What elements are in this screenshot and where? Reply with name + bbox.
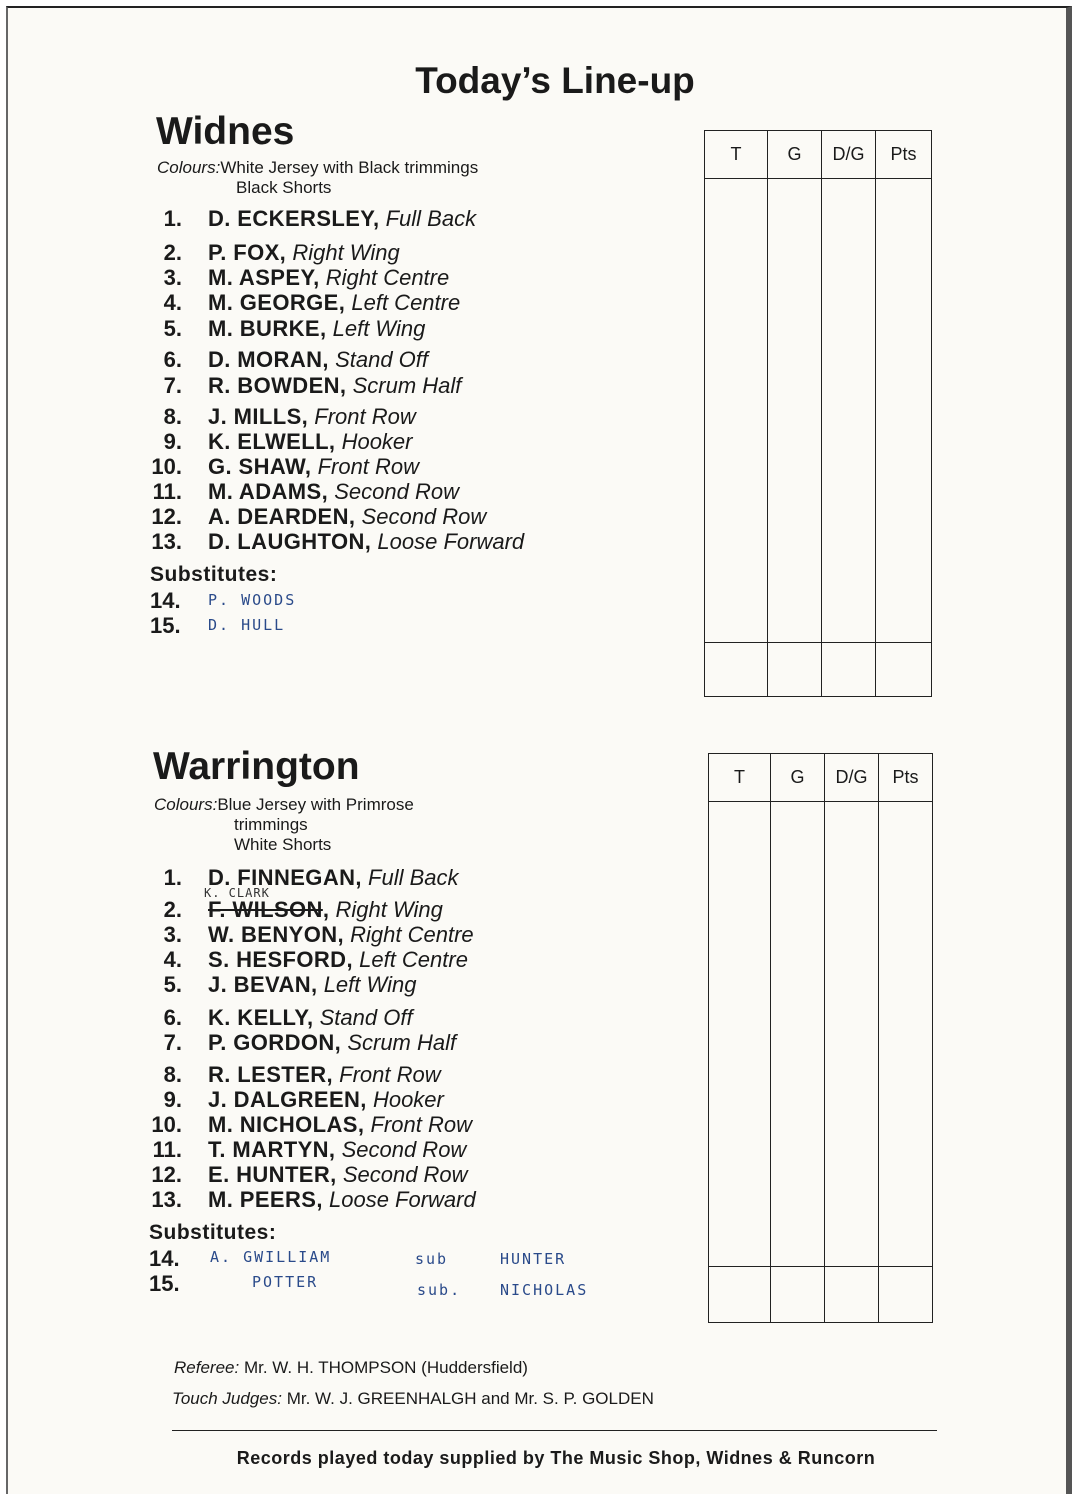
player-position: Second Row [361,504,487,529]
player-name: M. NICHOLAS, [208,1112,365,1137]
score-cell [876,179,932,643]
player-name: J. DALGREEN, [208,1087,367,1112]
score-cell [822,179,876,643]
widnes-substitutes-label: Substitutes: [150,563,278,586]
player-position: Scrum Half [347,1030,457,1055]
warrington-sub-15-handwritten: POTTER [252,1273,319,1291]
player-position: Left Centre [351,290,461,315]
score-total-cell [879,1267,933,1323]
score-header-g: G [771,754,825,802]
widnes-colours-label: Colours: [157,158,221,177]
player-number: 5. [163,972,182,997]
player-name: P. FOX, [208,240,287,265]
player-number: 6. [163,347,182,372]
sub-number: 14. [150,588,181,613]
touch-judges-value: Mr. W. J. GREENHALGH and Mr. S. P. GOLDEN [286,1389,654,1408]
warrington-sub-15 [149,1271,180,1297]
player-name: A. DEARDEN, [208,504,356,529]
player-position: Second Row [341,1137,467,1162]
warrington-sub-14-handwritten: A. GWILLIAM [210,1248,332,1266]
player-number: 8. [163,1062,182,1087]
warrington-substitutes-label: Substitutes: [149,1221,277,1244]
player-name: R. LESTER, [208,1062,334,1087]
score-header-pts: Pts [879,754,933,802]
records-credit: Records played today supplied by The Music Shop, Widnes & Runcorn [236,1448,876,1468]
warrington-score-table [708,753,933,1323]
player-name: J. MILLS, [208,404,309,429]
warrington-sub-14-note-a: sub [415,1250,449,1268]
player-name: K. KELLY, [208,1005,314,1030]
player-name: D. LAUGHTON, [208,529,372,554]
player-name: E. HUNTER, [208,1162,337,1187]
footer-divider [172,1430,937,1431]
player-number: 12. [151,504,182,529]
touch-judges-label: Touch Judges: [172,1389,282,1408]
player-position: Front Row [370,1112,472,1137]
page-title: Today’s Line-up [415,60,695,101]
warrington-correction-handwritten: K. CLARK [204,886,270,900]
score-header-t: T [709,754,771,802]
player-number: 4. [163,947,182,972]
player-name: K. ELWELL, [208,429,336,454]
player-number: 11. [152,479,182,504]
player-position: Stand Off [335,347,429,372]
player-position: Right Centre [350,922,474,947]
widnes-colours [157,158,478,198]
sub-number: 15. [150,613,181,638]
player-name: R. BOWDEN, [208,373,347,398]
player-position: Left Wing [323,972,417,997]
referee-label: Referee: [174,1358,240,1377]
player-name: T. MARTYN, [208,1137,336,1162]
score-header-g: G [768,131,822,179]
player-position: Stand Off [319,1005,413,1030]
player-number: 5. [163,316,182,341]
player-name: S. HESFORD, [208,947,353,972]
warrington-sub-14-note-b: HUNTER [500,1250,567,1268]
widnes-team-name: Widnes [156,110,295,153]
player-number: 2. [163,897,182,922]
score-total-cell [768,643,822,697]
score-cell [705,179,768,643]
player-position: Full Back [385,206,477,231]
player-position: Right Centre [325,265,450,290]
player-position: Second Row [342,1162,468,1187]
widnes-sub-14 [150,588,181,614]
score-total-cell [876,643,932,697]
player-name: M. ADAMS, [208,479,329,504]
player-name: D. ECKERSLEY, [208,206,380,231]
score-header-pts: Pts [876,131,932,179]
player-number: 10. [151,1112,182,1137]
player-name: D. FINNEGAN, [208,865,362,890]
score-total-cell [825,1267,879,1323]
warrington-team-name: Warrington [153,745,360,788]
player-position: Second Row [334,479,459,504]
player-number: 2. [163,240,182,265]
player-position: Scrum Half [352,373,462,398]
score-total-cell [822,643,876,697]
widnes-sub-15 [150,613,181,639]
sub-number: 15. [149,1271,180,1296]
player-position: Left Centre [359,947,468,972]
warrington-colours-label: Colours: [154,795,218,814]
player-number: 6. [163,1005,182,1030]
player-position: Full Back [368,865,459,890]
score-cell [825,802,879,1267]
score-header-dg: D/G [825,754,879,802]
widnes-colours-line1: White Jersey with Black trimmings [220,158,479,177]
player-position: Front Row [314,404,416,429]
referee-value: Mr. W. H. THOMPSON (Huddersfield) [243,1358,528,1377]
score-cell [879,802,933,1267]
player-name-comma: , [322,897,330,922]
player-position: Loose Forward [377,529,525,554]
warrington-colours-line3: White Shorts [234,835,332,854]
player-position: Hooker [372,1087,444,1112]
player-number: 1. [163,865,182,890]
sub-number: 14. [149,1246,180,1271]
score-header-dg: D/G [822,131,876,179]
player-number: 7. [163,1030,182,1055]
score-cell [768,179,822,643]
score-cell [709,802,771,1267]
player-number: 13. [151,529,182,554]
score-cell [771,802,825,1267]
player-name: P. GORDON, [208,1030,342,1055]
player-name: M. PEERS, [208,1187,323,1212]
widnes-sub-14-handwritten: P. WOODS [208,591,297,609]
score-total-cell [709,1267,771,1323]
player-name: D. MORAN, [208,347,329,372]
player-number: 9. [163,429,182,454]
score-header-t: T [705,131,768,179]
touch-judges-line [172,1389,654,1409]
player-position: Hooker [341,429,413,454]
player-number: 11. [152,1137,182,1162]
player-name: M. GEORGE, [208,290,346,315]
warrington-sub-15-note-a: sub. [417,1281,462,1299]
score-total-cell [771,1267,825,1323]
player-name: W. BENYON, [208,922,345,947]
player-name: F. WILSON [208,897,323,922]
player-number: 10. [151,454,182,479]
player-number: 1. [163,206,182,231]
player-name: J. BEVAN, [208,972,318,997]
player-number: 4. [163,290,182,315]
widnes-sub-15-handwritten: D. HULL [208,616,286,634]
player-position: Right Wing [292,240,400,265]
player-name: M. BURKE, [208,316,327,341]
widnes-colours-line2: Black Shorts [236,178,332,197]
referee-line [174,1358,528,1378]
player-number: 7. [163,373,182,398]
player-position: Front Row [339,1062,441,1087]
warrington-colours [154,795,414,855]
player-name: G. SHAW, [208,454,312,479]
warrington-sub-14 [149,1246,180,1272]
player-name: M. ASPEY, [208,265,320,290]
player-number: 9. [163,1087,182,1112]
player-number: 8. [163,404,182,429]
player-number: 13. [151,1187,182,1212]
player-position: Front Row [317,454,420,479]
player-position: Right Wing [335,897,443,922]
player-position: Loose Forward [328,1187,476,1212]
player-number: 12. [151,1162,182,1187]
score-total-cell [705,643,768,697]
player-number: 3. [163,922,182,947]
warrington-colours-line1: Blue Jersey with Primrose [217,795,414,814]
widnes-score-table [704,130,932,697]
player-number: 3. [163,265,182,290]
warrington-sub-15-note-b: NICHOLAS [500,1281,589,1299]
warrington-colours-line2: trimmings [234,815,308,834]
player-position: Left Wing [332,316,426,341]
